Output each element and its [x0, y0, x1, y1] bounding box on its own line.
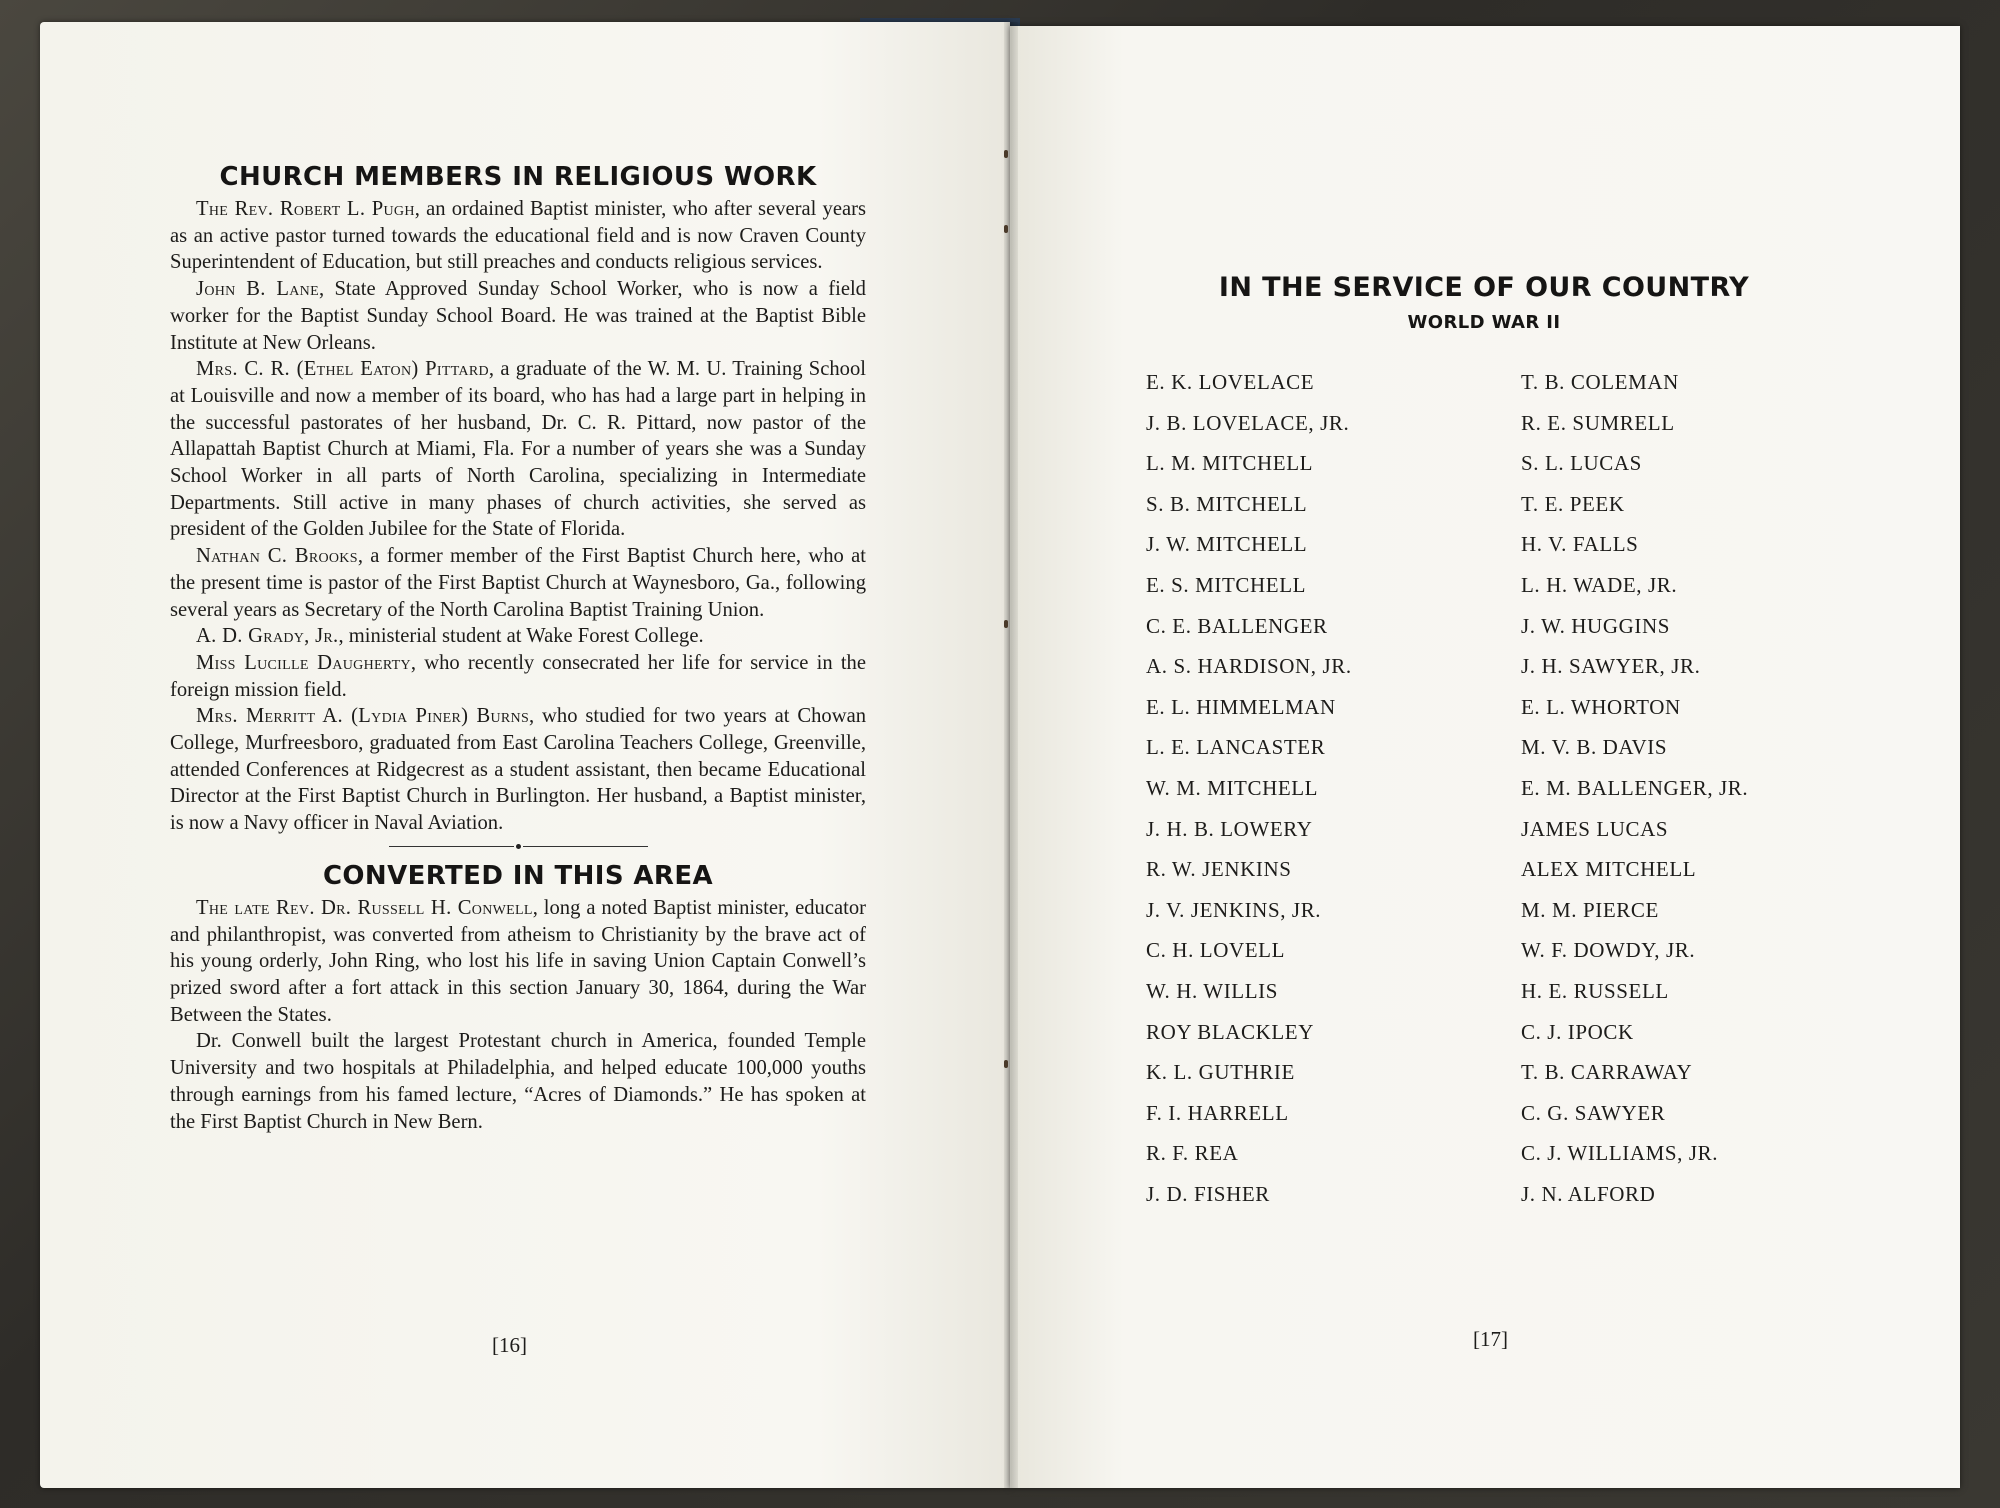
paragraph-text: , a former member of the First Baptist Church here, who at the present time is pastor of the First Baptist Church at Waynesboro, Ga., following several years as Secretary of the North Carolina Baptist Training Union.: [170, 545, 866, 621]
service-member-name: S. B. MITCHELL: [1146, 491, 1308, 516]
service-member-name: K. L. GUTHRIE: [1146, 1060, 1295, 1085]
service-member-name: J. H. B. LOWERY: [1146, 816, 1313, 841]
service-member-name: C. E. BALLENGER: [1146, 613, 1328, 638]
converted-paragraphs: [170, 895, 866, 1135]
page-number-left: [16]: [492, 1333, 527, 1357]
paragraph-text: Dr. Conwell built the largest Protestant church in America, founded Temple University and two hospitals at Philadelphia, and helped educate 100,000 youths through earnings from his famed lecture, “Acres of Diamonds.” He has spoken at the First Baptist Church in New Bern.: [170, 1030, 866, 1133]
service-member-name: E. S. MITCHELL: [1146, 572, 1307, 597]
service-member-name: M. M. PIERCE: [1521, 897, 1659, 922]
paragraph-lead-name: The late Rev. Dr. Russell H. Conwell: [196, 896, 533, 919]
service-subheading: WORLD WAR II: [1407, 312, 1561, 333]
paragraph-text: , a graduate of the W. M. U. Training School at Louisville and now a member of its board, who has had a large part in helping in the successful pastorates of her husband, Dr. C. R. Pittard, now pastor of the Allapattah Baptist Church at Miami, Fla. For a number of years she was a Sunday School Worker in all parts of North Carolina, specializing in Intermediate Departments. Still active in many phases of church activities, she served as president of the Golden Jubilee for the State of Florida.: [170, 358, 867, 541]
service-member-name: R. E. SUMRELL: [1521, 410, 1675, 435]
paragraph: [170, 543, 866, 623]
service-member-name: W. H. WILLIS: [1146, 978, 1279, 1003]
service-member-name: H. E. RUSSELL: [1521, 978, 1669, 1003]
service-member-name: J. N. ALFORD: [1521, 1181, 1656, 1206]
service-member-name: C. H. LOVELL: [1146, 938, 1286, 963]
book-gutter: [1004, 22, 1018, 1488]
service-member-name: W. F. DOWDY, JR.: [1521, 938, 1696, 963]
service-heading: IN THE SERVICE OF OUR COUNTRY: [1218, 272, 1750, 303]
paragraph: [170, 650, 866, 703]
paragraph-text: , who studied for two years at Chowan College, Murfreesboro, graduated from East Carolina Teachers College, Greenville, attended Conferences at Ridgecrest as a student assistant, then became Educational Director at the First Baptist Church in Burlington. Her husband, a Baptist minister, is now a Navy officer in Naval Aviation.: [170, 705, 867, 835]
left-page-content: [170, 160, 866, 1135]
service-member-name: E. L. HIMMELMAN: [1146, 694, 1336, 719]
service-member-name: S. L. LUCAS: [1521, 451, 1642, 476]
paragraph-text: , ministerial student at Wake Forest College.: [338, 625, 704, 648]
service-member-name: A. S. HARDISON, JR.: [1146, 654, 1352, 679]
service-member-name: J. W. HUGGINS: [1521, 613, 1670, 638]
paragraph-lead-name: Nathan C. Brooks: [196, 545, 358, 568]
service-member-name: R. W. JENKINS: [1146, 857, 1292, 882]
binding-thread-mark: [1004, 150, 1008, 158]
paragraph: [170, 623, 866, 650]
service-member-name: J. B. LOVELACE, JR.: [1146, 410, 1350, 435]
paragraph-text: , an ordained Baptist minister, who after several years as an active pastor turned towards the educational field and is now Craven County Superintendent of Education, but still preaches and conducts religious services.: [170, 198, 866, 274]
binding-thread-mark: [1004, 620, 1008, 628]
service-member-name: M. V. B. DAVIS: [1521, 735, 1668, 760]
service-member-name: R. F. REA: [1146, 1141, 1239, 1166]
service-member-name: J. D. FISHER: [1146, 1181, 1270, 1206]
religious-work-paragraphs: [170, 196, 866, 837]
paragraph: [170, 895, 866, 1029]
paragraph-text: , State Approved Sunday School Worker, who is now a field worker for the Baptist Sunday School Board. He was trained at the Baptist Bible Institute at New Orleans.: [170, 278, 866, 354]
service-member-name: ALEX MITCHELL: [1521, 857, 1697, 882]
binding-thread-mark: [1004, 225, 1008, 233]
paragraph-lead-name: Mrs. Merritt A. (Lydia Piner) Burns: [196, 705, 530, 728]
paragraph-text: , long a noted Baptist minister, educator and philanthropist, was converted from atheism to Christianity by the brave act of his young orderly, John Ring, who lost his life in saving Union Captain Conwell’s prized sword after a fort attack in this section January 30, 1864, during the War Between the States.: [170, 896, 866, 1026]
service-member-name: J. H. SAWYER, JR.: [1521, 654, 1701, 679]
section-heading-converted: CONVERTED IN THIS AREA: [322, 860, 714, 891]
service-member-name: C. J. WILLIAMS, JR.: [1521, 1141, 1719, 1166]
service-member-name: E. K. LOVELACE: [1146, 370, 1315, 394]
paragraph: [170, 1028, 866, 1135]
paragraph-lead-name: The Rev. Robert L. Pugh: [196, 198, 415, 220]
page-number-right: [17]: [1473, 1327, 1508, 1351]
service-name-list: [1146, 362, 1846, 1214]
paragraph-text: , who recently consecrated her life for service in the foreign mission field.: [170, 651, 866, 701]
service-member-name: JAMES LUCAS: [1521, 816, 1669, 841]
paragraph: [170, 703, 866, 837]
paragraph-lead-name: Miss Lucille Daugherty: [196, 651, 411, 674]
service-member-name: W. M. MITCHELL: [1146, 775, 1319, 800]
service-member-name: T. B. COLEMAN: [1521, 370, 1679, 394]
service-member-name: L. H. WADE, JR.: [1521, 572, 1678, 597]
service-member-name: C. G. SAWYER: [1521, 1100, 1666, 1125]
right-page-content: [1134, 270, 1834, 1206]
paragraph-lead-name: Mrs. C. R. (Ethel Eaton) Pittard: [196, 358, 489, 381]
binding-thread-mark: [1004, 1060, 1008, 1068]
paragraph-lead-name: A. D. Grady, Jr.: [196, 625, 339, 648]
section-heading-religious-work: CHURCH MEMBERS IN RELIGIOUS WORK: [219, 162, 817, 192]
service-member-name: L. M. MITCHELL: [1146, 451, 1314, 476]
service-member-name: L. E. LANCASTER: [1146, 735, 1326, 760]
paragraph: [170, 196, 866, 276]
service-member-name: H. V. FALLS: [1521, 532, 1639, 557]
service-member-name: T. E. PEEK: [1521, 491, 1625, 516]
service-member-name: ROY BLACKLEY: [1146, 1019, 1315, 1044]
service-member-name: J. V. JENKINS, JR.: [1146, 897, 1322, 922]
service-member-name: J. W. MITCHELL: [1146, 532, 1308, 557]
service-member-name: F. I. HARRELL: [1146, 1100, 1289, 1125]
paragraph-lead-name: John B. Lane: [196, 278, 319, 301]
section-divider: [170, 839, 866, 855]
service-member-name: E. L. WHORTON: [1521, 694, 1681, 719]
service-member-name: C. J. IPOCK: [1521, 1019, 1634, 1044]
service-member-name: T. B. CARRAWAY: [1521, 1060, 1693, 1085]
paragraph: [170, 276, 866, 356]
service-member-name: E. M. BALLENGER, JR.: [1521, 775, 1749, 800]
paragraph: [170, 356, 866, 543]
